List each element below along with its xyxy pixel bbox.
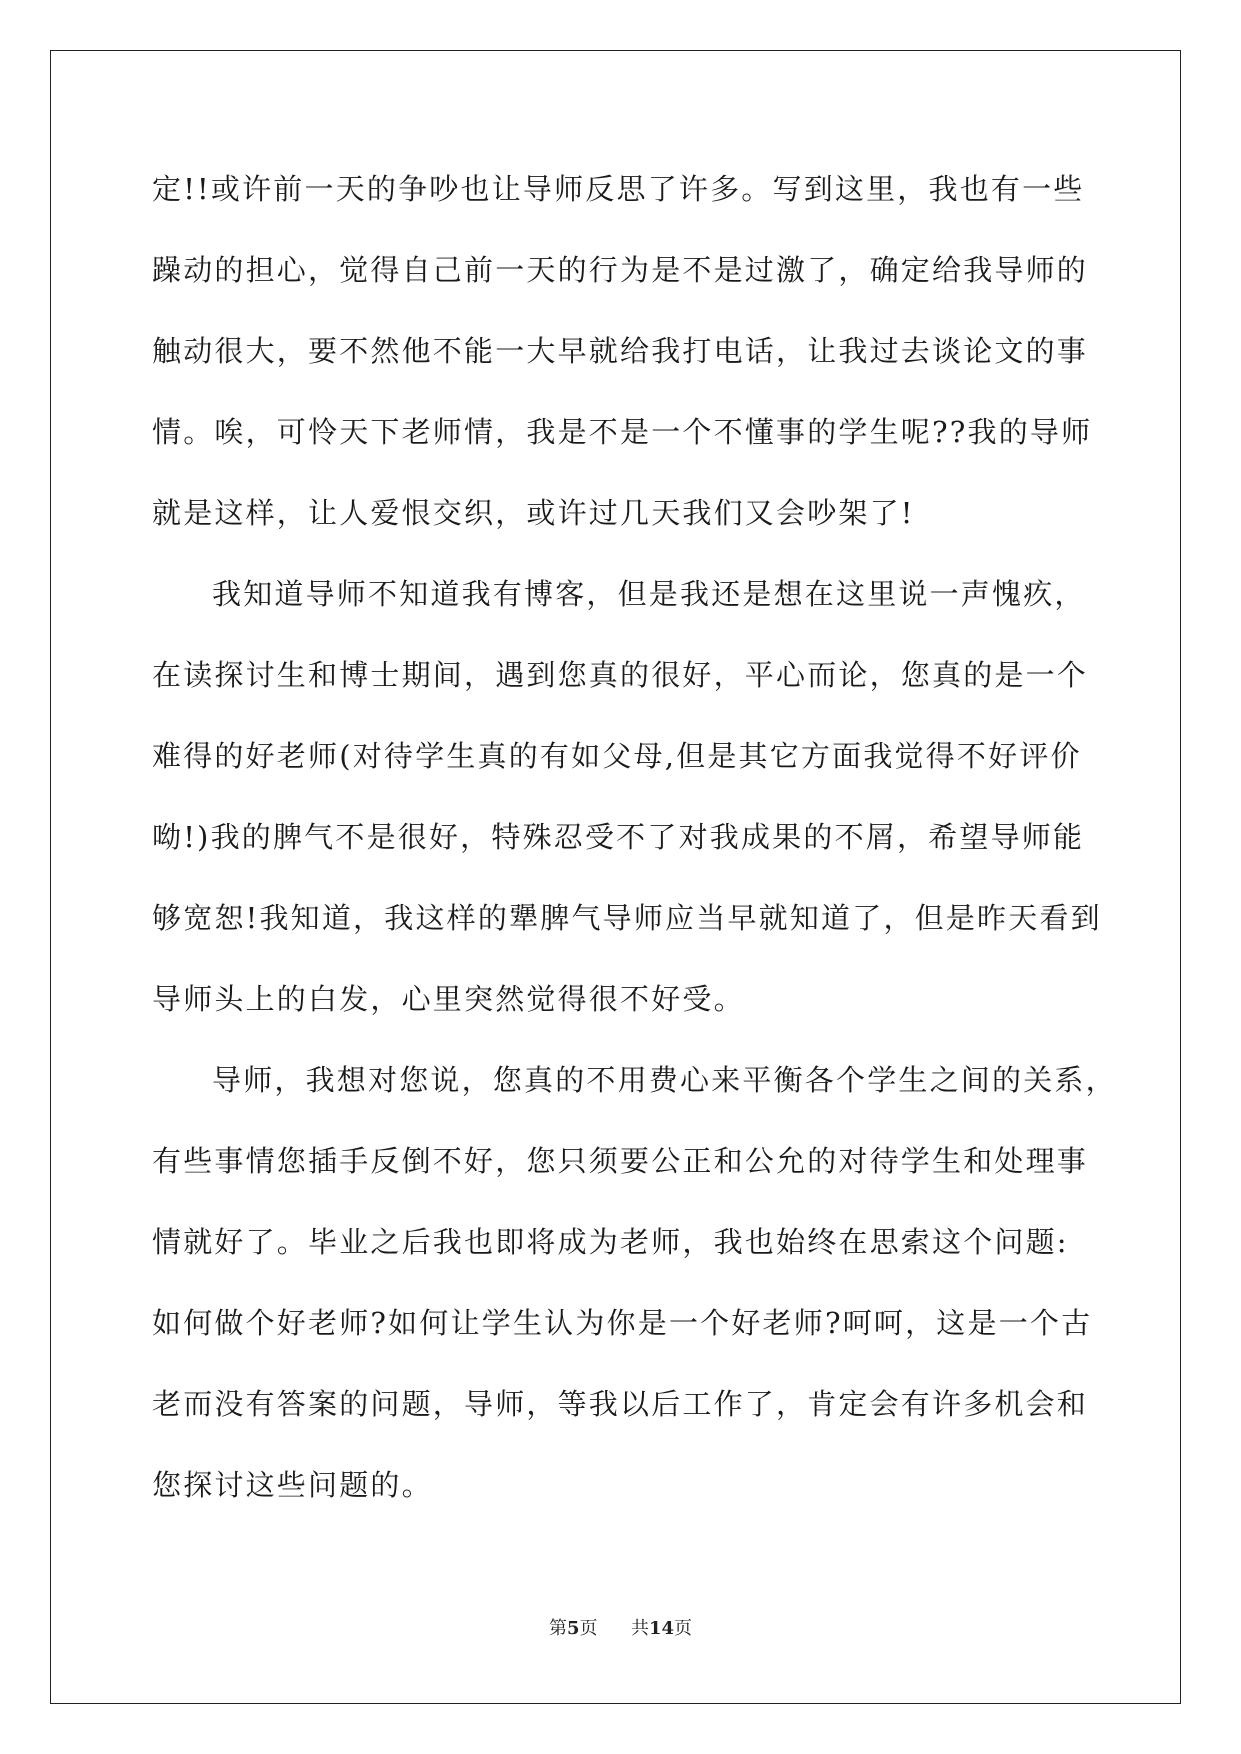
paragraph-line: 我知道导师不知道我有博客，但是我还是想在这里说一声愧疚， [212,577,1086,611]
paragraph-1 [152,158,1092,563]
page-number-label [549,1614,598,1640]
page-footer [0,1614,1241,1640]
paragraph-line: 您探讨这些问题的。 [152,1468,433,1502]
total-pages: 14 [648,1618,675,1639]
paragraph-2 [152,563,1102,1049]
paragraph-line: 导师，我想对您说，您真的不用费心来平衡各个学生之间的关系， [212,1063,1117,1097]
paragraph-line: 躁动的担心，觉得自己前一天的行为是不是过激了，确定给我导师的 [152,253,1089,287]
paragraph-line: 触动很大，要不然他不能一大早就给我打电话，让我过去谈论文的事 [152,334,1089,368]
document-body [152,158,1117,1535]
total-suffix: 页 [674,1618,693,1639]
total-pages-label [631,1614,692,1640]
paragraph-line: 就是这样，让人爱恨交织，或许过几天我们又会吵架了! [152,496,915,530]
page-suffix: 页 [579,1618,598,1639]
paragraph-line: 如何做个好老师?如何让学生认为你是一个好老师?呵呵，这是一个古 [152,1306,1093,1340]
paragraph-line: 情。唉，可怜天下老师情，我是不是一个不懂事的学生呢??我的导师 [152,415,1093,449]
paragraph-line: 老而没有答案的问题，导师，等我以后工作了，肯定会有许多机会和 [152,1387,1089,1421]
page-number: 5 [566,1618,580,1639]
page-prefix: 第 [548,1618,567,1639]
paragraph-line: 情就好了。毕业之后我也即将成为老师，我也始终在思索这个问题: [152,1225,1069,1259]
total-prefix: 共 [630,1618,649,1639]
paragraph-3 [152,1049,1117,1535]
paragraph-line: 导师头上的白发，心里突然觉得很不好受。 [152,982,745,1016]
paragraph-line: 难得的好老师(对待学生真的有如父母,但是其它方面我觉得不好评价 [152,739,1082,773]
paragraph-line: 定!!或许前一天的争吵也让导师反思了许多。写到这里，我也有一些 [152,172,1085,206]
paragraph-line: 在读探讨生和博士期间，遇到您真的很好，平心而论，您真的是一个 [152,658,1089,692]
paragraph-line: 呦!)我的脾气不是很好，特殊忍受不了对我成果的不屑，希望导师能 [152,820,1085,854]
paragraph-line: 有些事情您插手反倒不好，您只须要公正和公允的对待学生和处理事 [152,1144,1089,1178]
paragraph-line: 够宽恕!我知道，我这样的犟脾气导师应当早就知道了，但是昨天看到 [152,901,1102,935]
